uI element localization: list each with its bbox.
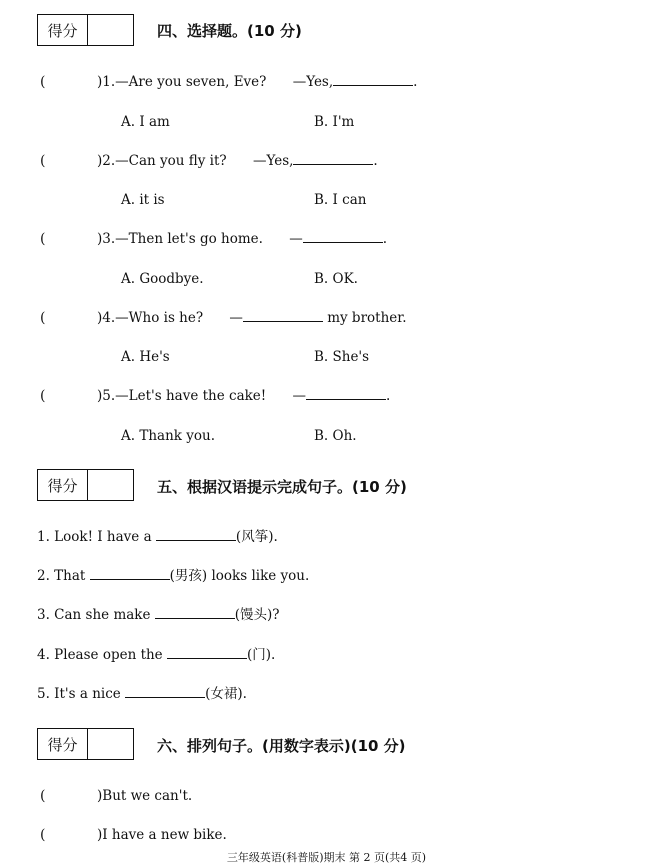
- score-value-cell[interactable]: [88, 470, 133, 500]
- question-1: [97, 73, 417, 91]
- answer-suffix: .: [386, 388, 391, 404]
- question-5: [97, 387, 390, 405]
- option-b: B. Oh.: [314, 428, 357, 444]
- sentence-start: 3. Can she make: [37, 607, 151, 623]
- sentence-end: (门).: [246, 647, 276, 663]
- sentence-start: 1. Look! I have a: [37, 529, 152, 545]
- question-number: )1.: [97, 74, 116, 90]
- option-b: B. OK.: [314, 271, 358, 287]
- question-number: )5.: [97, 388, 116, 404]
- answer-blank[interactable]: [306, 387, 386, 400]
- answer-blank[interactable]: [333, 73, 413, 86]
- answer-prefix: —: [229, 310, 243, 326]
- answer-blank[interactable]: [155, 606, 235, 619]
- section-5-title: 五、根据汉语提示完成句子。(10 分): [157, 478, 407, 496]
- option-b: B. She's: [314, 349, 370, 365]
- answer-prefix: —Yes,: [292, 74, 334, 90]
- order-sentence-2: )I have a new bike.: [97, 827, 227, 843]
- section-6-title: 六、排列句子。(用数字表示)(10 分): [157, 737, 406, 755]
- question-text: —Are you seven, Eve?: [115, 74, 267, 90]
- sentence-end: (风筝).: [235, 529, 278, 545]
- order-paren-1[interactable]: (: [40, 788, 46, 804]
- score-label: 得分: [38, 15, 88, 45]
- answer-blank[interactable]: [167, 646, 247, 659]
- answer-paren[interactable]: (: [40, 153, 46, 169]
- answer-suffix: .: [373, 153, 378, 169]
- answer-paren[interactable]: (: [40, 74, 46, 90]
- option-b: B. I'm: [314, 114, 355, 130]
- option-a: A. Goodbye.: [121, 271, 204, 287]
- answer-prefix: —: [289, 231, 303, 247]
- answer-paren[interactable]: (: [40, 388, 46, 404]
- sentence-end: (男孩) looks like you.: [169, 568, 310, 584]
- question-number: )4.: [97, 310, 116, 326]
- question-2: [97, 152, 378, 170]
- order-sentence-1: )But we can't.: [97, 788, 193, 804]
- sentence-end: (女裙).: [205, 686, 247, 702]
- option-a: A. Thank you.: [121, 428, 215, 444]
- answer-blank[interactable]: [90, 567, 170, 580]
- option-a: A. it is: [121, 192, 165, 208]
- question-number: )3.: [97, 231, 116, 247]
- answer-paren[interactable]: (: [40, 310, 46, 326]
- answer-prefix: —: [292, 388, 307, 404]
- fill-sentence-1: [37, 528, 278, 546]
- score-box-4: [37, 14, 134, 46]
- order-paren-2[interactable]: (: [40, 827, 46, 843]
- question-text: —Then let's go home.: [115, 231, 263, 247]
- score-label: 得分: [38, 470, 88, 500]
- answer-suffix: my brother.: [327, 310, 407, 326]
- section-4-title: 四、选择题。(10 分): [157, 22, 302, 40]
- fill-sentence-3: [37, 606, 280, 624]
- option-a: A. I am: [121, 114, 170, 130]
- question-text: —Who is he?: [115, 310, 204, 326]
- answer-paren[interactable]: (: [40, 231, 46, 247]
- fill-sentence-4: [37, 646, 275, 664]
- question-text: —Let's have the cake!: [115, 388, 267, 404]
- sentence-start: 5. It's a nice: [37, 686, 121, 702]
- option-a: A. He's: [121, 349, 170, 365]
- answer-blank[interactable]: [243, 309, 323, 322]
- score-value-cell[interactable]: [88, 15, 133, 45]
- answer-prefix: —Yes,: [252, 153, 294, 169]
- sentence-end: (馒头)?: [234, 607, 280, 623]
- answer-suffix: .: [382, 231, 388, 247]
- sentence-start: 2. That: [37, 568, 86, 584]
- question-number: )2.: [97, 153, 116, 169]
- fill-sentence-2: [37, 567, 309, 585]
- option-b: B. I can: [314, 192, 367, 208]
- answer-blank[interactable]: [303, 230, 383, 243]
- answer-suffix: .: [413, 74, 418, 90]
- score-box-6: [37, 728, 134, 760]
- answer-blank[interactable]: [156, 528, 236, 541]
- sentence-start: 4. Please open the: [37, 647, 163, 663]
- score-label: 得分: [38, 729, 88, 759]
- score-value-cell[interactable]: [88, 729, 133, 759]
- score-box-5: [37, 469, 134, 501]
- answer-blank[interactable]: [125, 685, 205, 698]
- page-footer: 三年级英语(科普版)期末 第 2 页(共4 页): [226, 851, 427, 864]
- question-text: —Can you fly it?: [115, 153, 227, 169]
- fill-sentence-5: [37, 685, 247, 703]
- question-3: [97, 230, 387, 248]
- answer-blank[interactable]: [293, 152, 373, 165]
- question-4: [97, 309, 407, 327]
